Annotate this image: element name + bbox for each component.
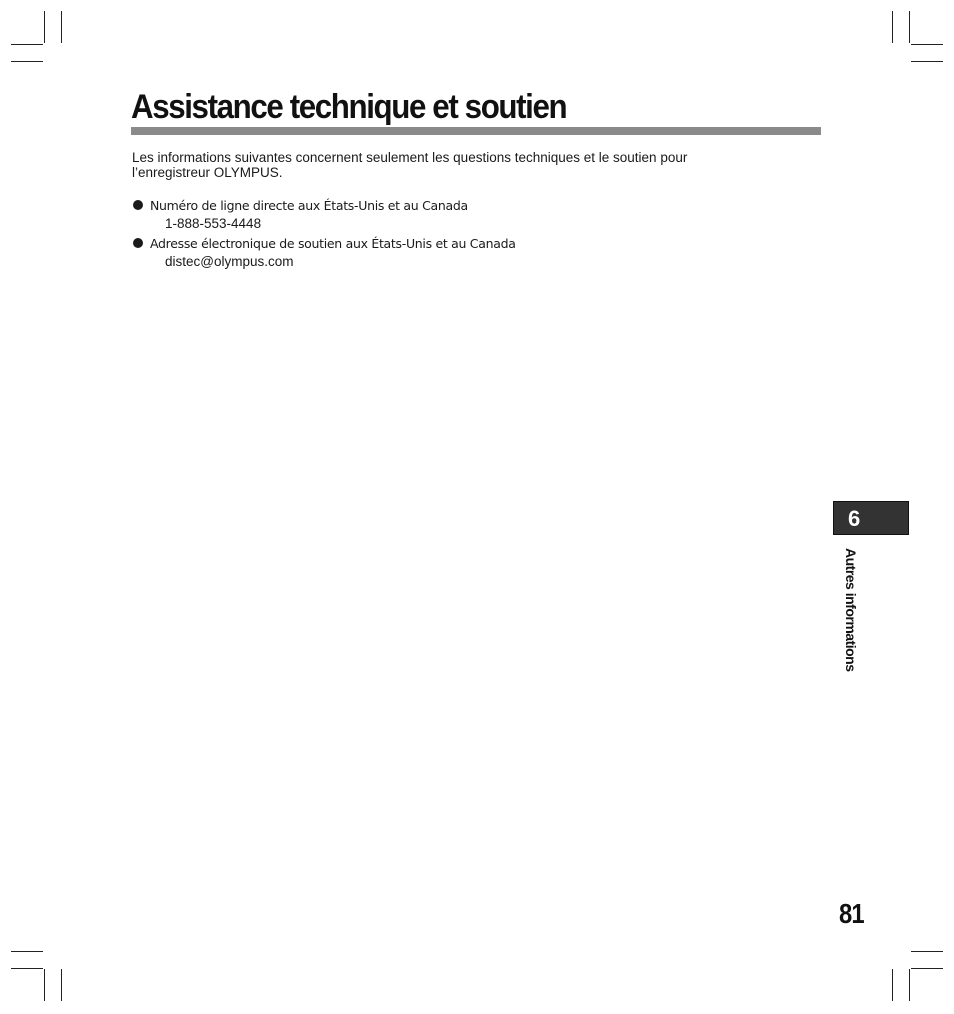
crop-mark bbox=[892, 969, 893, 1001]
crop-mark bbox=[11, 61, 43, 62]
title-underline bbox=[131, 127, 821, 135]
page-title: Assistance technique et soutien bbox=[131, 88, 567, 126]
list-item-label: Adresse électronique de soutien aux États-Unis et au Canada bbox=[150, 236, 516, 251]
chapter-label: Autres informations bbox=[843, 548, 859, 672]
bullet-icon bbox=[133, 238, 143, 248]
bullet-icon bbox=[133, 200, 143, 210]
crop-mark bbox=[892, 11, 893, 43]
crop-mark bbox=[911, 968, 943, 969]
intro-line: Les informations suivantes concernent seulement les questions techniques et le soutien pour bbox=[132, 150, 688, 165]
crop-mark bbox=[11, 44, 43, 45]
crop-mark bbox=[11, 951, 43, 952]
crop-mark bbox=[61, 969, 62, 1001]
crop-mark bbox=[44, 969, 45, 1001]
page-number: 81 bbox=[839, 898, 864, 929]
crop-mark bbox=[911, 61, 943, 62]
crop-mark bbox=[44, 11, 45, 43]
crop-mark bbox=[909, 969, 910, 1001]
email-address: distec@olympus.com bbox=[165, 254, 294, 269]
chapter-number: 6 bbox=[848, 506, 861, 531]
list-item-label: Numéro de ligne directe aux États-Unis et au Canada bbox=[150, 198, 468, 213]
crop-mark bbox=[61, 11, 62, 43]
intro-paragraph bbox=[132, 150, 782, 180]
crop-mark bbox=[909, 11, 910, 43]
phone-number: 1-888-553-4448 bbox=[165, 216, 262, 231]
crop-mark bbox=[11, 968, 43, 969]
chapter-tab bbox=[833, 501, 909, 535]
crop-mark bbox=[911, 44, 943, 45]
crop-mark bbox=[911, 951, 943, 952]
intro-line: l’enregistreur OLYMPUS. bbox=[132, 165, 283, 180]
